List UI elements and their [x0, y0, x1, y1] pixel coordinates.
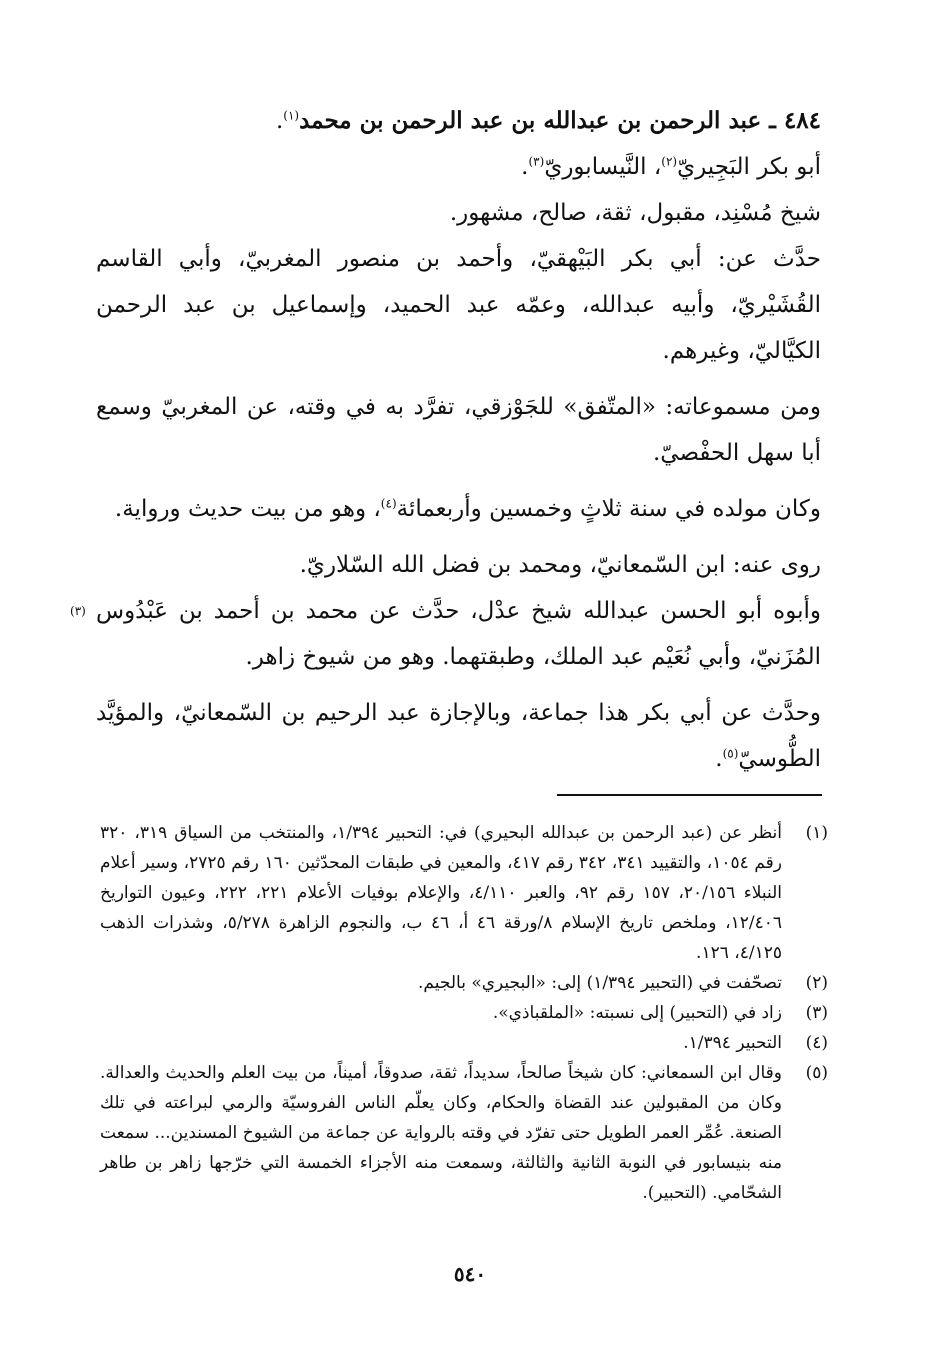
entry-title-line — [96, 98, 821, 144]
birth-paragraph — [96, 486, 821, 532]
footnote-ref-4: (٤) — [380, 496, 397, 511]
footnote-item — [100, 1028, 828, 1058]
page-number: ٥٤٠ — [453, 1262, 487, 1286]
teachers-paragraph: حدَّث عن: أبي بكر البَيْهقيّ، وأحمد بن منصور المغربيّ، وأبي القاسم القُشَيْريّ، وأبيه عبدالله، وعمّه عبد الحميد، وإسماعيل بن عبد الرحمن الكيَّاليّ، وغيرهم. — [96, 246, 821, 364]
students-paragraph: روى عنه: ابن السّمعانيّ، ومحمد بن فضل الله السّلاريّ. — [299, 552, 821, 578]
footnote-item — [100, 998, 828, 1028]
heard-paragraph: ومن مسموعاته: «المتّفق» للجَوْزقي، تفرَّد به في وقته، عن المغربيّ وسمع أبا سهل الحفْصيّ. — [96, 394, 821, 466]
footnote-text: التحبير ١/٣٩٤. — [683, 1033, 782, 1053]
footnote-number: (٣) — [805, 1003, 828, 1023]
footnote-number: (١) — [805, 823, 828, 843]
kunya-text-b: ، النَّيسابوريّ — [544, 154, 662, 180]
kunya-line — [96, 144, 821, 190]
main-text — [96, 98, 821, 782]
footnote-item — [100, 1058, 828, 1208]
footnote-ref-2: (٢) — [661, 154, 678, 169]
footnote-text: وقال ابن السمعاني: كان شيخاً صالحاً، سديداً، ثقة، صدوقاً، أميناً، من بيت العلم والحديث والعدالة. وكان من المقبولين عند القضاة والحكام، وكان يعلّم الناس الفروسيّة والرمي لبراعته في تلك الصنعة. عُمِّر العمر الطويل حتى تفرّد في وقته بالرواية عن جماعة من الشيوخ المسندين... سمعت منه بنيسابور في النوبة الثانية والثالثة، وسمعت منه الأجزاء الخمسة التي خرّجها زاهر بن طاهر الشحّامي. (التحبير). — [100, 1063, 782, 1203]
footnote-item — [100, 818, 828, 968]
footnote-separator — [557, 794, 822, 796]
birth-text-a: وكان مولده في سنة ثلاثٍ وخمسين وأربعمائة — [396, 496, 821, 522]
footnote-ref-5: (٥) — [722, 746, 739, 761]
ijaza-end: . — [715, 746, 723, 772]
footnote-ref-1: (١) — [283, 108, 300, 123]
footnote-number: (٢) — [805, 973, 828, 993]
grade-line: شيخ مُسْنِد، مقبول، ثقة، صالح، مشهور. — [449, 200, 821, 226]
entry-title: ٤٨٤ ـ عبد الرحمن بن عبدالله بن عبد الرحمن بن محمد — [299, 107, 821, 134]
footnote-item — [100, 968, 828, 998]
footnote-text: زاد في (التحبير) إلى نسبته: «الملقباذي». — [492, 1003, 782, 1023]
kunya-end: . — [521, 154, 529, 180]
ijaza-text: وحدَّث عن أبي بكر هذا جماعة، وبالإجازة عبد الرحيم بن السّمعانيّ، والمؤيَّد الطُّوسيّ — [96, 700, 821, 772]
kunya-text-a: أبو بكر البَجِيريّ — [677, 154, 821, 180]
entry-title-end: . — [275, 108, 284, 134]
ijaza-paragraph — [96, 690, 821, 782]
birth-text-b: ، وهو من بيت حديث ورواية. — [114, 496, 381, 522]
footnote-number: (٥) — [805, 1063, 828, 1083]
footnote-text: تصحّفت في (التحبير ١/٣٩٤) إلى: «البجيري» بالجيم. — [418, 973, 782, 993]
father-paragraph: وأبوه أبو الحسن عبدالله شيخ عدْل، حدَّث عن محمد بن أحمد بن عَبْدُوس المُزَنيّ، وأبي نُعَيْم عبد الملك، وطبقتهما. وهو من شيوخ زاهر. — [96, 598, 821, 670]
footnote-number: (٤) — [805, 1033, 828, 1053]
footnote-ref-3: (٣) — [528, 154, 545, 169]
footnotes — [100, 818, 828, 1208]
footnote-text: أنظر عن (عبد الرحمن بن عبدالله البحيري) في: التحبير ١/٣٩٤، والمنتخب من السياق ٣١٩، ٣٢٠ رقم ١٠٥٤، والتقييد ٣٤١، ٣٤٢ رقم ٤١٧، والمعين في طبقات المحدّثين ١٦٠ رقم ٢٧٢٥، وسير أعلام النبلاء ٢٠/١٥٦، ١٥٧ رقم ٩٢، والعبر ٤/١١٠، والإعلام بوفيات الأعلام ٢٢١، ٢٢٢، وعيون التواريخ ١٢/٤٠٦، وملخص تاريخ الإسلام ٨/ورقة ٤٦ أ، ٤٦ ب، والنجوم الزاهرة ٥/٢٧٨، وشذرات الذهب ٤/١٢٥، ١٢٦. — [100, 823, 782, 963]
margin-note: (٣) — [70, 604, 86, 618]
